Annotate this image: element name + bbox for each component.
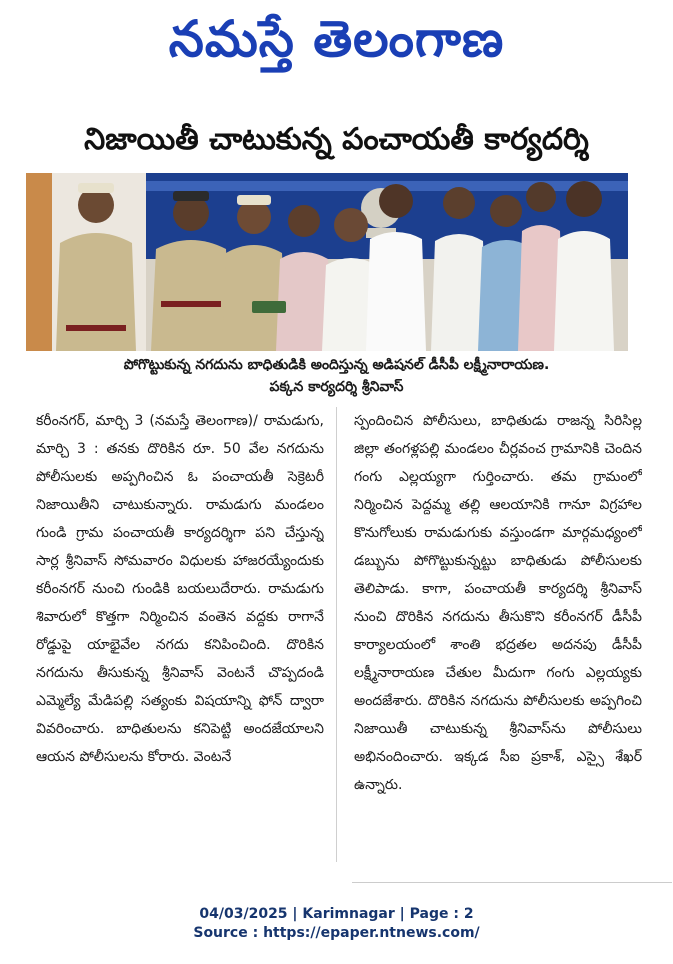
edition-info: 04/03/2025 | Karimnagar | Page : 2 — [199, 906, 474, 922]
caption-line-1: పోగొట్టుకున్న నగదును బాధితుడికి అందిస్తున్న అడిషనల్ డీసీపీ లక్ష్మీనారాయణ. — [123, 357, 550, 373]
page-footer — [0, 905, 673, 943]
article-photo — [26, 173, 628, 351]
source-label: Source : — [193, 925, 264, 941]
body-column-right — [354, 407, 642, 867]
article-headline: నిజాయితీ చాటుకున్న పంచాయతీ కార్యదర్శి — [84, 122, 589, 157]
body-paragraph-right: స్పందించిన పోలీసులు, బాధితుడు రాజన్న సిరిసిల్ల జిల్లా తంగళ్లపల్లి మండలం చీర్లవంచ గ్రామానికి చెందిన గంగు ఎల్లయ్యగా గుర్తించారు. తమ గ్రామంలో నిర్మించిన పెద్దమ్మ తల్లి ఆలయానికి గానూ విగ్రహాల కొనుగోలుకు రామడుగుకు వస్తుండగా మార్గమధ్యంలో డబ్బును పోగొట్టుకున్నట్టు బాధితుడు పోలీసులకు తెలిపాడు. కాగా, పంచాయతీ కార్యదర్శి శ్రీనివాస్ నుంచి దొరికిన నగదును తీసుకొని కరీంనగర్ డీసీపీ కార్యాలయంలో శాంతి భద్రతల అదనపు డీసీపీ లక్ష్మీనారాయణ చేతుల మీదుగా గంగు ఎల్లయ్యకు అందజేశారు. దొరికిన నగదును పోలీసులకు అప్పగించి నిజాయితీ చాటుకున్న శ్రీనివాస్‌ను పోలీసులు అభినందించారు. ఇక్కడ సీఐ ప్రకాశ్, ఎస్సై శేఖర్ ఉన్నారు. — [354, 413, 642, 793]
body-paragraph-left: కరీంనగర్, మార్చి 3 (నమస్తే తెలంగాణ)/ రామడుగు, మార్చి 3 : తనకు దొరికిన రూ. 50 వేల నగదును పోలీసులకు అప్పగించిన ఓ పంచాయతీ సెక్రెటరీ నిజాయితీని చాటుకున్నారు. రామడుగు మండలం గుండి గ్రామ పంచాయతీ కార్యదర్శిగా పని చేస్తున్న సార్ల శ్రీనివాస్ సోమవారం విధులకు హాజరయ్యేందుకు కరీంనగర్ నుంచి గుండికి బయలుదేరారు. రామడుగు శివారులో కొత్తగా నిర్మించిన వంతెన వద్దకు రాగానే రోడ్డుపై యాభైవేల నగదు కనిపించింది. దొరికిన నగదును తీసుకున్న శ్రీనివాస్ వెంటనే చొప్పదండి ఎమ్మెల్యే మేడిపల్లి సత్యంకు విషయాన్ని ఫోన్ ద్వారా వివరించారు. బాధితులను కనిపెట్టి అందజేయాలని ఆయన పోలీసులను కోరారు. వెంటనే — [36, 413, 324, 765]
source-link[interactable]: https://epaper.ntnews.com/ — [263, 925, 480, 941]
photo-caption — [40, 354, 633, 398]
column-divider — [336, 407, 337, 862]
article-end-rule — [352, 882, 672, 883]
body-column-left — [36, 407, 324, 867]
article-body — [36, 407, 642, 867]
newspaper-masthead: నమస్తే తెలంగాణ — [168, 10, 505, 68]
source-line — [0, 924, 673, 943]
caption-line-2: పక్కన కార్యదర్శి శ్రీనివాస్ — [269, 379, 404, 395]
